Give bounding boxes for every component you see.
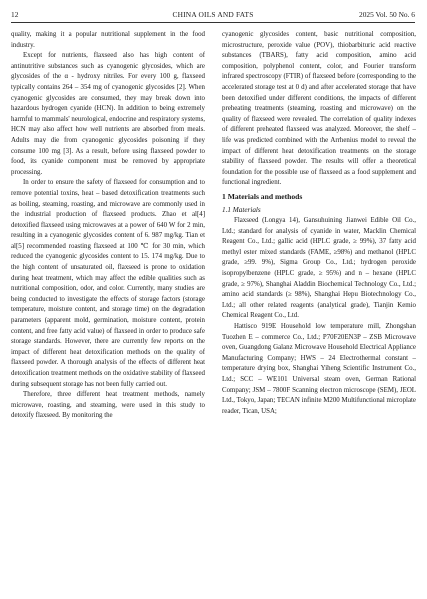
subsection-heading: 1.1 Materials — [222, 205, 261, 214]
left-column — [11, 30, 205, 592]
paragraph: Therefore, three different heat treatment methods, namely microwave, roasting, and steaming, were used in this study to detoxify flaxseed. By monitoring the — [11, 391, 205, 420]
paragraph: Hattisco 919E Household low temperature mill, Zhongshan Tuozhen E – commerce Co., Ltd.; P70F20EN3P – ZSB Microwave oven, Guangdong Galanz Microwave Household Electrical Appliance Manufacturing Company; HWS – 24 Electrothermal constant – temperature drying box, Shanghai Yiheng Scientific Instrument Co., Ltd.; SCC – WE101 Universal steam oven, German Rational Company; JSM – 7800F Scanning electron microscope (SEM), JEOL Ltd., Tokyo, Japan; TECAN infinite M200 Multifunctional microplate reader, Tican, USA; — [222, 323, 416, 415]
paragraph: quality, making it a popular nutritional supplement in the food industry. — [11, 31, 205, 49]
section-heading: 1 Materials and methods — [222, 191, 303, 201]
running-header — [11, 9, 415, 21]
volume-issue: 2025 Vol. 50 No. 6 — [359, 10, 415, 19]
right-column — [222, 30, 416, 592]
paragraph: Except for nutrients, flaxseed also has high content of antinutritive substances such as cyanogenic glycosides, which are glycosides of the α - hydroxy nitriles. For every 100 g, flaxseed typically contains 264 – 354 mg of cyanogenic glycosides [2]. When cyanogenic glycosides are consumed, they may break down into hazardous hydrogen cyanide (HCN). In addition to being extremely harmful to mammals' neurological, endocrine and respiratory systems, HCN may also affect how well nutrients are absorbed from meals. Adults may die from cyanogenic glycosides poisoning if they consume 100 mg [3]. As a result, before using flaxseed powder to food, its cyanide component must be removed by appropriate processing. — [11, 52, 205, 176]
journal-title: CHINA OILS AND FATS — [172, 10, 254, 19]
paragraph: Flaxseed (Longya 14), Gansuhuining Jianwei Edible Oil Co., Ltd.; standard for analysis of cyanide in water, Macklin Chemical Reagent Co., Ltd.; gallic acid (HPLC grade, ≥ 99%), 37 fatty acid methyl ester mixed standards (FAME, ≥98%) and methanol (HPLC grade, ≥99. 9%), Sigma Group Co., Ltd.; hydrogen peroxide isopropylbenzene (HPLC grade, ≥ 95%) and n – hexane (HPLC grade, ≥ 97%), Shanghai Aladdin Biochemical Technology Co., Ltd.; amino acid standards (≥ 98%), Shanghai Hepu Biotechnology Co., Ltd.; all other related reagents (analytical grade), Tianjin Kemio Chemical Reagent Co., Ltd. — [222, 217, 416, 320]
paragraph: In order to ensure the safety of flaxseed for consumption and to remove potential toxins, heat – based detoxification treatments such as boiling, steaming, roasting, and microwave are commonly used in the industrial production of flaxseed products. Zhao et al[4] detoxified flaxseed using microwaves at a power of 640 W for 2 min, resulting in a cyanogenic glycosides content of 6. 987 mg/kg. Tian et al[5] recommended roasting flaxseed at 100 ℃ for 30 min, which reduced the cyanogenic glycosides content to 15. 174 mg/kg. Due to the high content of unsaturated oil, flaxseed is prone to oxidation during heat treatment, which may affect the edible qualities such as nutritional composition, odor, and color. Currently, many studies are being conducted to investigate the effects of storage factors (storage temperature, moisture content, and storage time) on the degradation parameters (apparent mold, germination, moisture content, protein content, and free fatty acid value) of flaxseed in order to produce safe storage standards. However, there are currently few reports on the impact of different heat detoxification methods on the quality of flaxseed powder. A thorough analysis of the effects of different heat detoxification treatment methods on the oxidative stability of flaxseed during subsequent storage has not been fully carried out. — [11, 179, 205, 388]
header-rule — [11, 22, 415, 23]
page-number: 12 — [11, 10, 19, 19]
paragraph: cyanogenic glycosides content, basic nutritional composition, microstructure, peroxide value (POV), thiobarbituric acid reactive substances (TBARS), fatty acid composition, amino acid composition, polyphenol content, color, and Fourier transform infrared spectroscopy (FTIR) of flaxseed before (corresponding to the accelerated storage test at 0 d) and after accelerated storage that have been detoxified under different conditions, the impacts of different preheating treatments (steaming, roasting and microwave) on the quality of flaxseed were revealed. The correlation of quality indexes of different preheated flaxseed was analyzed. Moreover, the shelf – life was predicted combined with the Arrhenius model to reveal the impact of different heat detoxification treatments on the storage stability of flaxseed powder. The results will offer a theoretical foundation for the possible use of flaxseed as a food supplement and functional ingredient. — [222, 31, 416, 187]
